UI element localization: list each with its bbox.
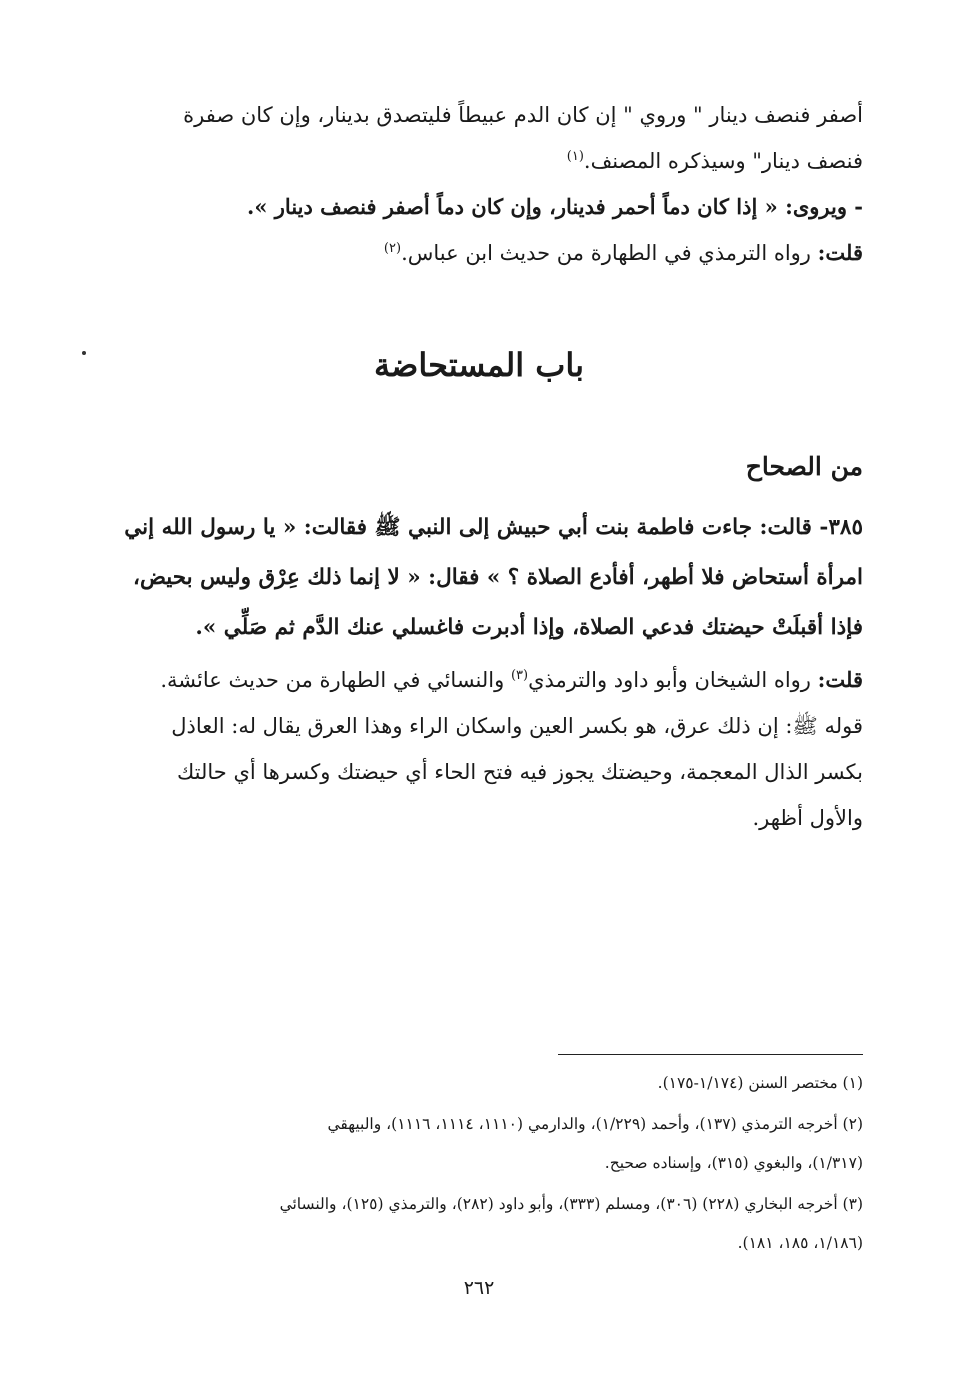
footnote-separator [558,1054,863,1055]
footnote-3-line-2: (١/١٨٦، ١٨٥، ١٨١). [737,1234,863,1252]
commentary-line-1a: رواه الشيخان وأبو داود والترمذي [528,668,818,692]
intro-line-2-text: فنصف دينار" وسيذكره المصنف. [583,149,863,173]
intro-line-4-text: رواه الترمذي في الطهارة من حديث ابن عباس. [401,241,818,265]
page-number: ٢٦٢ [463,1277,495,1299]
footnote-1: (١) مختصر السنن (١/١٧٤-١٧٥). [657,1074,863,1092]
commentary-line-3: بكسر الذال المعجمة، وحيضتك يجوز فيه فتح الحاء أي حيضتك وكسرها أي حالتك [176,760,863,784]
hadith-line-2: امرأة أستحاض فلا أطهر، أفأدع الصلاة ؟ » فقال: « لا إنما ذلك عِرْق وليس بحيض، [133,565,863,590]
footnote-2-line-1: (٢) أخرجه الترمذي (١٣٧)، وأحمد (١/٢٢٩)، والدارمي (١١١٠، ١١١٤، ١١١٦)، والبيهقي [327,1115,863,1133]
footnote-3-line-1: (٣) أخرجه البخاري (٢٢٨) (٣٠٦)، ومسلم (٣٣٣)، وأبو داود (٢٨٢)، والترمذي (١٢٥)، والنسائي [279,1195,863,1213]
intro-line-2 [90,138,863,184]
section-heading: من الصحاح [745,452,863,481]
footnote-ref-3: (٣) [510,668,529,683]
intro-line-1: أصفر فنصف دينار " وروي " إن كان الدم عبيطاً فليتصدق بدينار، وإن كان صفرة [183,103,863,127]
chapter-title: باب المستحاضة [374,346,584,384]
commentary-line-1b: والنسائي في الطهارة من حديث عائشة. [160,668,511,692]
commentary-text [90,657,863,841]
hadith-text [90,503,863,653]
intro-line-4 [90,230,863,276]
hadith-line-3: فإذا أقبلَتْ حيضتك فدعي الصلاة، وإذا أدبرت فاغسلي عنك الدَّم ثم صَلِّي ». [195,615,863,640]
qultu-label: قلت: [817,240,863,265]
intro-text [90,92,863,276]
commentary-line-2: قوله ﷺ: إن ذلك عرق، هو بكسر العين واسكان الراء وهذا العرق يقال له: العاذل [171,714,863,738]
hadith-line-1: ٣٨٥- قالت: جاءت فاطمة بنت أبي حبيش إلى النبي ﷺ فقالت: « يا رسول الله إني [124,515,863,540]
intro-line-3: - ويروى: « إذا كان دماً أحمر فدينار، وإن كان دماً أصفر فنصف دينار ». [247,194,863,219]
footnote-2-line-2: (١/٣١٧)، والبغوي (٣١٥)، وإسناده صحيح. [604,1154,863,1172]
commentary-line-1 [90,657,863,703]
qultu-label-2: قلت: [817,667,863,692]
commentary-line-4: والأول أظهر. [752,806,863,830]
footnote-ref-1: (١) [566,149,584,164]
footnote-ref-2: (٢) [383,241,402,256]
